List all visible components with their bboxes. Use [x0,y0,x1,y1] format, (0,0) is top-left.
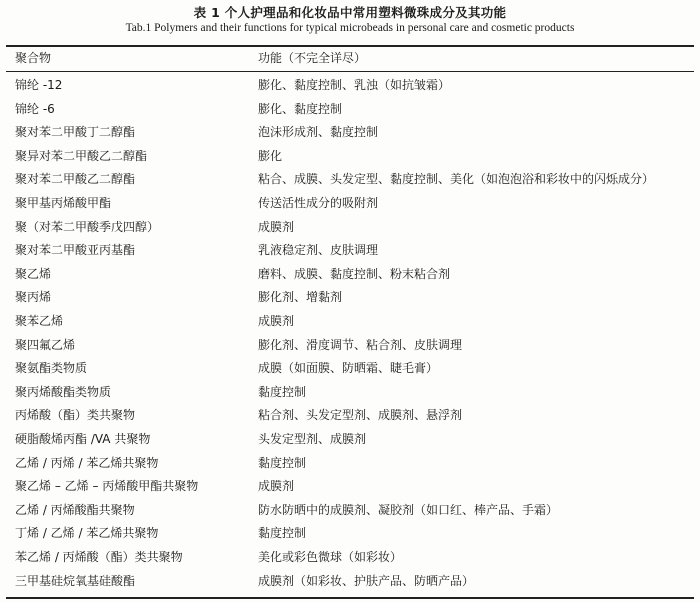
table-row [0,522,700,546]
polymer-cell: 聚对苯二甲酸丁二醇酯 [15,125,136,140]
function-cell: 防水防晒中的成膜剂、凝胶剂（如口红、棒产品、手霜） [258,502,559,517]
table-row [0,499,700,523]
polymer-cell: 聚对苯二甲酸亚丙基酯 [15,243,136,258]
polymer-cell: 丙烯酸（酯）类共聚物 [15,408,136,423]
table-row [0,286,700,310]
table-caption-chinese: 表 1 个人护理品和化妆品中常用塑料微珠成分及其功能 [193,5,507,20]
polymer-cell: 聚对苯二甲酸乙二醇酯 [15,172,136,187]
table-row [0,428,700,452]
polymer-cell: 聚甲基丙烯酸甲酯 [15,196,112,210]
polymer-cell: 乙烯 / 丙烯 / 苯乙烯共聚物 [15,455,159,470]
header-polymer: 聚合物 [15,51,52,65]
table-row [0,310,700,334]
table-row [0,98,700,122]
polymer-cell: 聚乙烯 – 乙烯 – 丙烯酸甲酯共聚物 [15,479,199,494]
header-function: 功能（不完全详尽） [258,51,367,65]
function-cell: 乳液稳定剂、皮肤调理 [258,243,379,258]
polymer-cell: 聚乙烯 [15,266,52,281]
table-row [0,546,700,570]
function-cell: 磨料、成膜、黏度控制、粉末粘合剂 [258,266,451,281]
function-cell: 膨化剂、增黏剂 [258,290,343,305]
table-row [0,334,700,358]
function-cell: 泡沫形成剂、黏度控制 [258,125,379,140]
polymer-cell: 锦纶 -6 [15,101,55,116]
table-caption-english: Tab.1 Polymers and their functions for typical microbeads in personal care and cosmetic products [125,22,575,34]
function-cell: 成膜（如面膜、防晒霜、睫毛膏） [258,361,439,376]
function-cell: 黏度控制 [258,384,307,399]
function-cell: 成膜剂 [258,219,295,234]
polymer-cell: 聚丙烯 [15,290,52,305]
table-row [0,404,700,428]
table-row [0,452,700,476]
table-row [0,168,700,192]
table-row [0,239,700,263]
table-row [0,570,700,594]
polymer-cell: 三甲基硅烷氧基硅酸酯 [15,573,136,588]
table-row [0,192,700,216]
function-cell: 美化或彩色微球（如彩妆） [258,550,403,564]
table-row [0,145,700,169]
function-cell: 成膜剂（如彩妆、护肤产品、防晒产品） [258,573,475,588]
polymer-cell: 聚苯乙烯 [15,314,64,328]
table-row [0,216,700,240]
table-header-row [0,47,700,71]
function-cell: 粘合、成膜、头发定型、黏度控制、美化（如泡泡浴和彩妆中的闪烁成分） [258,172,655,187]
function-cell: 黏度控制 [258,526,307,541]
table-row [0,475,700,499]
polymer-cell: 聚氨酯类物质 [15,361,88,376]
function-cell: 膨化、黏度控制 [258,101,343,116]
polymer-cell: 聚丙烯酸酯类物质 [15,384,112,399]
table-row [0,263,700,287]
function-cell: 成膜剂 [258,314,295,328]
polymer-cell: 苯乙烯 / 丙烯酸（酯）类共聚物 [15,550,183,564]
function-cell: 传送活性成分的吸附剂 [258,196,379,210]
polymer-cell: 丁烯 / 乙烯 / 苯乙烯共聚物 [15,526,159,541]
function-cell: 粘合剂、头发定型剂、成膜剂、悬浮剂 [258,408,463,423]
table-bottom-rule [6,597,694,599]
function-cell: 成膜剂 [258,479,295,494]
polymer-cell: 聚异对苯二甲酸乙二醇酯 [15,148,148,163]
function-cell: 头发定型剂、成膜剂 [258,432,367,446]
polymer-cell: 锦纶 -12 [15,78,63,92]
table-row [0,121,700,145]
polymer-cell: 聚四氟乙烯 [15,337,76,352]
polymer-cell: 聚（对苯二甲酸季戊四醇） [15,219,160,234]
function-cell: 膨化、黏度控制、乳浊（如抗皱霜） [258,78,451,92]
polymer-cell: 硬脂酸烯丙酯 /VA 共聚物 [15,432,151,446]
table-row [0,74,700,98]
table-row [0,357,700,381]
function-cell: 黏度控制 [258,455,307,470]
table-header-rule [6,71,694,72]
function-cell: 膨化剂、滑度调节、粘合剂、皮肤调理 [258,337,463,352]
polymer-cell: 乙烯 / 丙烯酸酯共聚物 [15,502,135,517]
table-row [0,381,700,405]
function-cell: 膨化 [258,148,283,163]
